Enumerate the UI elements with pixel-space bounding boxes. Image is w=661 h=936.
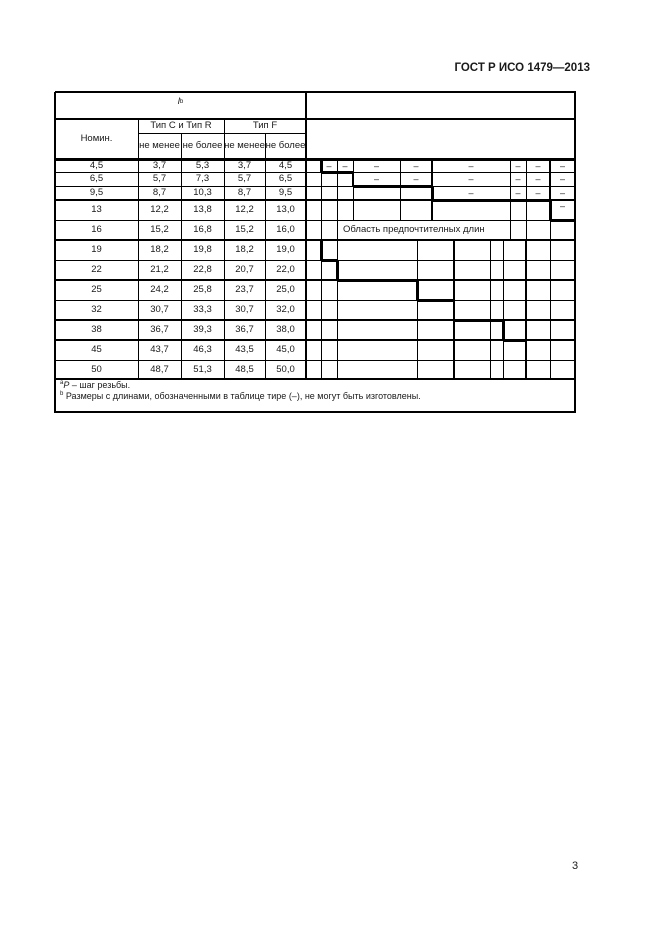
table-cell-f_max: 13,0: [276, 204, 295, 215]
column-header-type-cr: Тип C и Тип R: [150, 120, 212, 131]
table-cell-nom: 22: [91, 264, 102, 275]
table-hrule: [55, 378, 576, 380]
table-cell-cr_max: 51,3: [193, 363, 212, 375]
table-cell-cr_max: 25,8: [193, 284, 212, 295]
table-vrule: [526, 220, 527, 241]
table-vrule: [453, 240, 455, 380]
table-cell-cr_max: 7,3: [195, 173, 210, 184]
column-header-cr-min: не менее: [139, 140, 180, 151]
table-cell-nom: 19: [91, 244, 102, 255]
table-cell-cr_min: 18,2: [150, 244, 169, 255]
table-cell-cr_min: 5,7: [152, 173, 167, 184]
table-vrule: [525, 240, 527, 380]
table-cell-nom: 13: [91, 204, 102, 215]
table-cell-nom: 50: [91, 363, 102, 375]
table-cell-nom: 4,5: [89, 159, 104, 171]
table-cell-cr_max: 16,8: [193, 224, 212, 235]
column-header-f-min: не менее: [224, 140, 265, 151]
table-cell-cr_min: 21,2: [150, 264, 169, 275]
table-cell-f_max: 4,5: [278, 159, 293, 171]
table-cell-f_min: 15,2: [235, 224, 254, 235]
table-vrule: [417, 240, 418, 380]
column-header-nominal: Номин.: [80, 133, 113, 144]
table-cell-cr_min: 3,7: [152, 159, 167, 171]
l-symbol: l: [177, 96, 180, 107]
table-vrule: [550, 240, 551, 380]
table-cell-nom: 38: [91, 324, 102, 335]
table-cell-cr_min: 48,7: [150, 363, 169, 375]
table-cell-cr_min: 12,2: [150, 204, 169, 215]
table-hrule: [321, 171, 354, 174]
table-cell-nom: 6,5: [89, 173, 104, 184]
table-cell-cr_min: 36,7: [150, 324, 169, 335]
dash-cell: –: [515, 188, 521, 198]
table-vrule: [320, 240, 323, 261]
table-cell-f_min: 30,7: [235, 304, 254, 315]
table-cell-f_max: 50,0: [276, 363, 295, 375]
dash-cell: –: [468, 174, 474, 184]
dash-cell: –: [515, 174, 521, 184]
table-vrule: [353, 200, 354, 221]
table-cell-cr_max: 33,3: [193, 304, 212, 315]
footnote-b-mark: b: [60, 391, 64, 397]
table-vrule: [321, 200, 322, 221]
table-vrule: [502, 320, 505, 341]
dash-cell: –: [326, 160, 332, 171]
table-cell-f_min: 12,2: [235, 204, 254, 215]
table-cell-cr_max: 22,8: [193, 264, 212, 275]
table-cell-cr_max: 10,3: [193, 187, 212, 198]
table-cell-f_max: 25,0: [276, 284, 295, 295]
column-header-cr-max: не более: [182, 140, 223, 151]
table-vrule: [431, 200, 433, 221]
table-hrule: [454, 319, 504, 322]
preferred-region-label: Область предпочтителных длин: [343, 224, 485, 235]
dash-cell: –: [535, 188, 541, 198]
table-cell-nom: 25: [91, 284, 102, 295]
page-number: 3: [572, 860, 579, 872]
table-cell-nom: 9,5: [89, 187, 104, 198]
table-cell-cr_min: 30,7: [150, 304, 169, 315]
table-vrule: [510, 200, 511, 221]
table-cell-f_max: 6,5: [278, 173, 293, 184]
table-cell-f_max: 22,0: [276, 264, 295, 275]
table-vrule: [550, 220, 551, 241]
dash-cell: –: [559, 201, 565, 211]
dash-cell: –: [535, 174, 541, 184]
column-header-f-max: не более: [265, 140, 306, 151]
table-cell-cr_max: 19,8: [193, 244, 212, 255]
table-hrule: [432, 199, 551, 202]
footnote-ref-b: b: [179, 99, 184, 105]
table-cell-f_min: 18,2: [235, 244, 254, 255]
table-cell-nom: 32: [91, 304, 102, 315]
dash-cell: –: [373, 174, 379, 184]
table-cell-f_max: 38,0: [276, 324, 295, 335]
table-cell-f_max: 16,0: [276, 224, 295, 235]
table-vrule: [510, 220, 511, 241]
table-cell-cr_min: 43,7: [150, 344, 169, 355]
table-cell-f_min: 8,7: [237, 187, 252, 198]
dash-cell: –: [515, 160, 521, 171]
table-cell-f_max: 32,0: [276, 304, 295, 315]
column-header-l: [55, 92, 306, 119]
dash-cell: –: [413, 160, 419, 171]
table-vrule: [400, 200, 401, 221]
table-cell-f_min: 23,7: [235, 284, 254, 295]
table-vrule: [490, 240, 491, 380]
dash-cell: –: [535, 160, 541, 171]
table-cell-f_min: 36,7: [235, 324, 254, 335]
dash-cell: –: [342, 160, 348, 171]
table-cell-f_min: 5,7: [237, 173, 252, 184]
table-cell-cr_max: 13,8: [193, 204, 212, 215]
table-hrule: [417, 299, 455, 302]
table-hrule: [353, 185, 433, 188]
table-vrule: [526, 200, 527, 221]
footnote-a-text: – шаг резьбы.: [69, 380, 131, 390]
table-cell-cr_min: 24,2: [150, 284, 169, 295]
footnote-a-var: P: [63, 380, 70, 390]
footnote-a-mark: a: [60, 380, 64, 386]
table-cell-f_max: 45,0: [276, 344, 295, 355]
dash-cell: –: [559, 160, 565, 171]
dash-cell: –: [373, 160, 379, 171]
table-cell-cr_max: 5,3: [195, 159, 210, 171]
column-header-type-f: Тип F: [252, 120, 278, 131]
table-cell-cr_max: 39,3: [193, 324, 212, 335]
table-cell-f_min: 20,7: [235, 264, 254, 275]
footnote-b: [60, 391, 421, 401]
dash-cell: –: [468, 160, 474, 171]
table-vrule: [337, 200, 338, 221]
table-cell-f_min: 43,5: [235, 344, 254, 355]
table-vrule: [503, 240, 504, 380]
table-hrule: [503, 339, 527, 342]
dash-cell: –: [468, 188, 474, 198]
dash-cell: –: [559, 174, 565, 184]
table-cell-cr_max: 46,3: [193, 344, 212, 355]
table-cell-cr_min: 8,7: [152, 187, 167, 198]
table-vrule: [549, 200, 552, 221]
dash-cell: –: [559, 188, 565, 198]
table-vrule: [321, 220, 322, 241]
footnote-a: [60, 380, 130, 390]
table-vrule: [574, 92, 576, 413]
dash-cell: –: [413, 174, 419, 184]
table-cell-f_min: 3,7: [237, 159, 252, 171]
table-cell-f_max: 19,0: [276, 244, 295, 255]
table-cell-cr_min: 15,2: [150, 224, 169, 235]
table-hrule: [550, 219, 576, 222]
table-hrule: [337, 279, 418, 282]
table-hrule: [55, 411, 576, 413]
table-hrule: [321, 158, 338, 161]
table-vrule: [416, 280, 419, 301]
table-cell-nom: 16: [91, 224, 102, 235]
table-cell-f_max: 9,5: [278, 187, 293, 198]
table-vrule: [336, 260, 339, 281]
footnote-b-text: Размеры с длинами, обозначенными в таблице тире (–), не могут быть изготовлены.: [63, 391, 421, 401]
document-header: ГОСТ Р ИСО 1479—2013: [454, 62, 590, 74]
table-cell-f_min: 48,5: [235, 363, 254, 375]
table-cell-nom: 45: [91, 344, 102, 355]
